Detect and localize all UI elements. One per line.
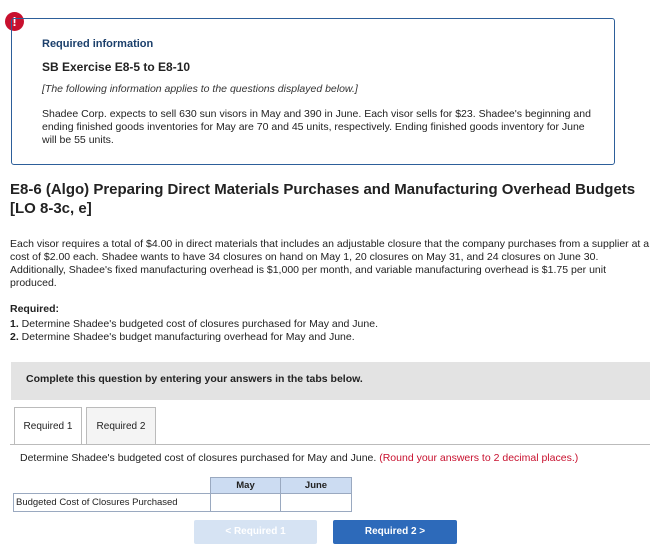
required-label: Required: [10, 303, 60, 315]
table-header-may: May [211, 478, 281, 494]
next-required-button[interactable]: Required 2 > [333, 520, 457, 544]
required-item-number: 1. [10, 318, 19, 330]
info-note: [The following information applies to the questions displayed below.] [42, 83, 358, 95]
tab-required-2[interactable]: Required 2 [86, 407, 156, 445]
row-label: Budgeted Cost of Closures Purchased [14, 494, 211, 512]
exercise-title: SB Exercise E8-5 to E8-10 [42, 60, 191, 74]
instruction-text: Determine Shadee's budgeted cost of closures purchased for May and June. [20, 452, 380, 464]
alert-icon: ! [5, 12, 24, 31]
required-item-1 [10, 318, 378, 330]
required-item-number: 2. [10, 331, 19, 343]
instruction-banner [11, 362, 650, 400]
table-header-blank [14, 478, 211, 494]
table-row [14, 494, 352, 512]
answer-table [13, 477, 352, 512]
may-input[interactable] [211, 494, 281, 512]
prev-required-button[interactable]: < Required 1 [194, 520, 317, 544]
june-input[interactable] [281, 494, 352, 512]
info-paragraph: Shadee Corp. expects to sell 630 sun visors in May and 390 in June. Each visor sells for $23. Shadee's beginning and ending finished goods inventories for May are 70 and 45 units, respectively. Ending finished goods inventory for June will be 55 units. [42, 108, 591, 146]
rounding-hint: (Round your answers to 2 decimal places.) [379, 452, 579, 464]
required-item-2 [10, 331, 355, 343]
table-header-row [14, 478, 352, 494]
question-instruction [20, 452, 578, 464]
problem-paragraph: Each visor requires a total of $4.00 in direct materials that includes an adjustable closure that the company purchases from a supplier at a cost of $2.00 each. Shadee wants to have 34 closures on hand on May 1, 20 closures on May 31, and 24 closures on June 30. Additionally, Shadee's fixed manufacturing overhead is $1,000 per month, and variable manufacturing overhead is $1.75 per unit produced. [10, 238, 650, 289]
table-header-june: June [281, 478, 352, 494]
required-information-heading: Required information [42, 38, 154, 50]
banner-text: Complete this question by entering your answers in the tabs below. [26, 373, 363, 385]
required-item-text: Determine Shadee's budgeted cost of closures purchased for May and June. [18, 318, 378, 330]
section-title: E8-6 (Algo) Preparing Direct Materials Purchases and Manufacturing Overhead Budgets [LO 8-3c, e] [10, 181, 636, 217]
required-item-text: Determine Shadee's budget manufacturing overhead for May and June. [18, 331, 355, 343]
tab-required-1[interactable]: Required 1 [14, 407, 82, 445]
